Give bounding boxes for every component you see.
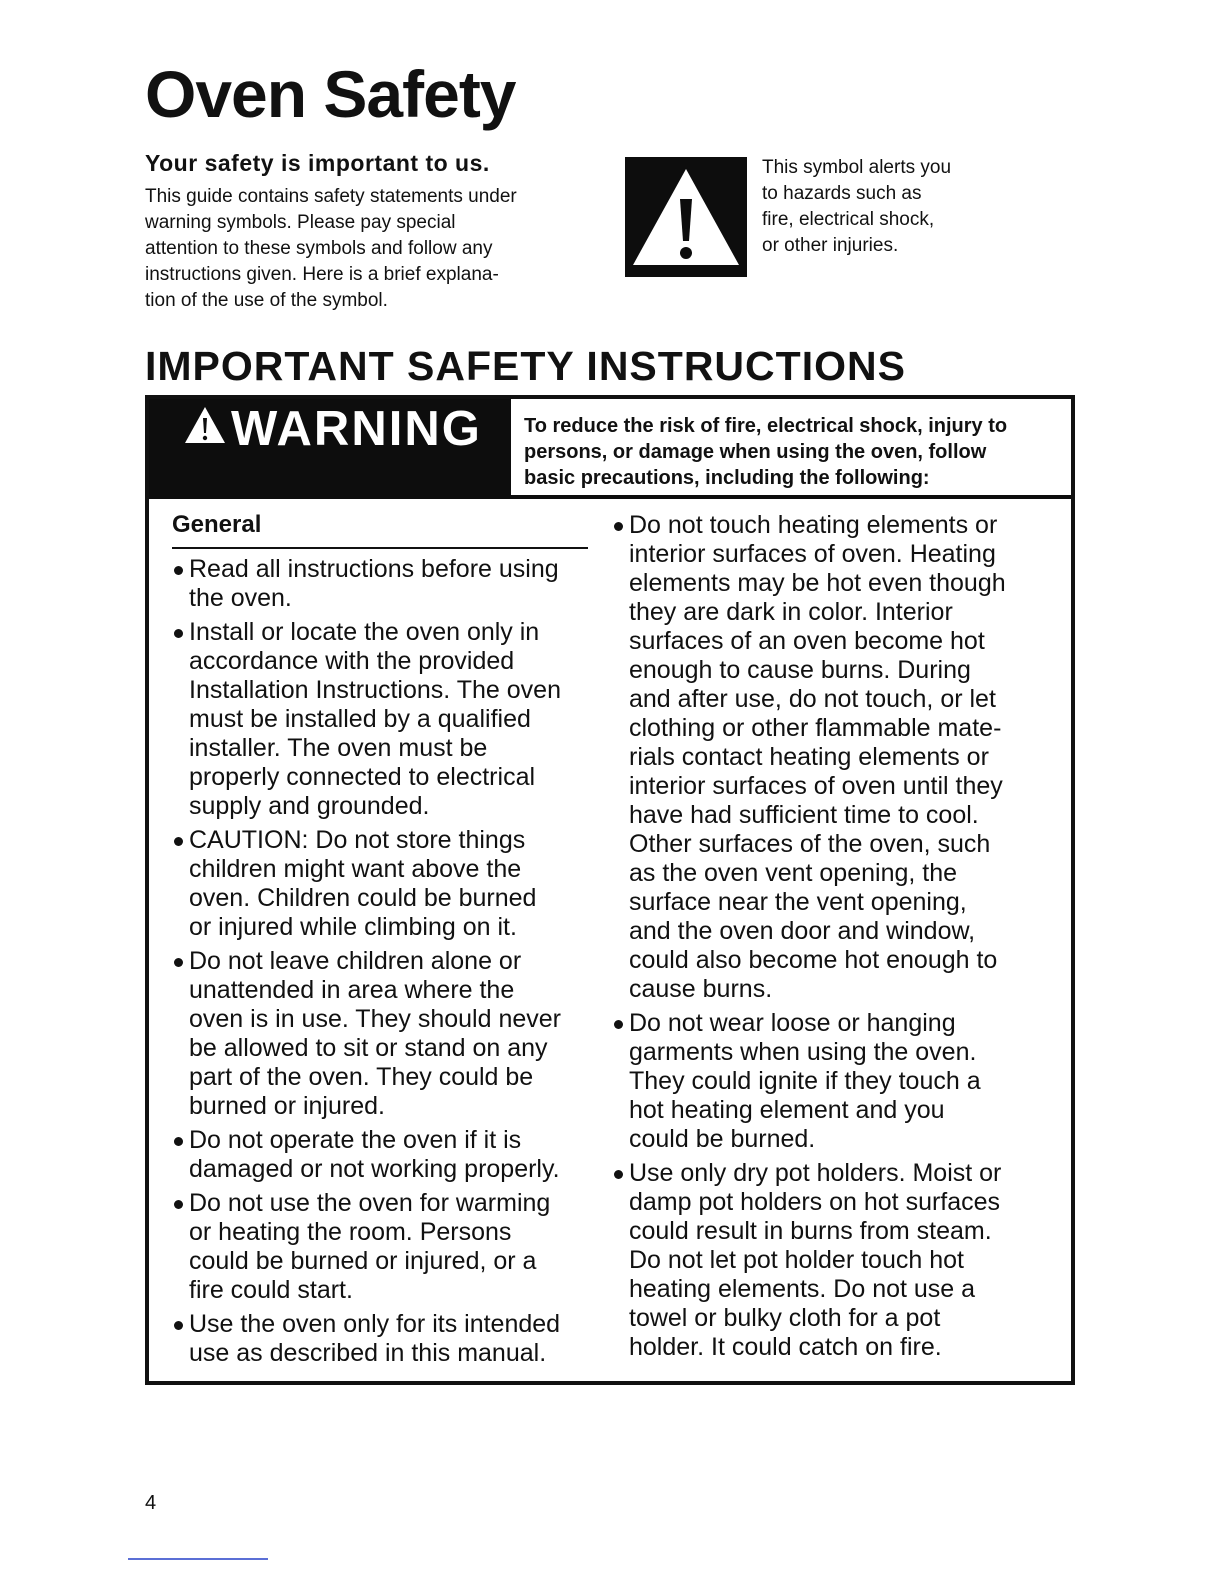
intro-line: attention to these symbols and follow any <box>145 238 493 259</box>
bullet-line: holder. It could catch on fire. <box>629 1333 942 1361</box>
bullet-line: rials contact heating elements or <box>629 743 989 771</box>
safety-bullet-item <box>172 618 592 821</box>
intro-line: instructions given. Here is a brief explana- <box>145 264 499 285</box>
left-bullet-list <box>172 555 592 1368</box>
page-number: 4 <box>145 1492 157 1514</box>
bullet-line: as the oven vent opening, the <box>629 859 958 887</box>
bullet-line: Do not use the oven for warming <box>189 1189 551 1217</box>
warning-label <box>183 401 482 457</box>
warning-box <box>145 395 1075 1385</box>
bullet-line: part of the oven. They could be <box>189 1063 534 1091</box>
bullet-line: They could ignite if they touch a <box>629 1067 981 1095</box>
bullet-dot-icon <box>174 1321 183 1330</box>
bullet-line: CAUTION: Do not store things <box>189 826 526 854</box>
bullet-line: Do not touch heating elements or <box>629 511 998 539</box>
safety-bullet-item <box>172 826 592 942</box>
bullet-line: Read all instructions before using <box>189 555 559 583</box>
safety-bullet-item <box>172 1126 592 1184</box>
warning-text-line: persons, or damage when using the oven, follow <box>524 441 987 463</box>
safety-subheading: Your safety is important to us. <box>145 150 490 176</box>
warning-label-text: WARNING <box>231 402 482 456</box>
bullet-line: interior surfaces of oven until they <box>629 772 1003 800</box>
intro-paragraph <box>145 184 595 314</box>
symbol-text-line: to hazards such as <box>762 183 922 204</box>
symbol-text-line: fire, electrical shock, <box>762 209 935 230</box>
bullet-line: garments when using the oven. <box>629 1038 977 1066</box>
bullet-line: Other surfaces of the oven, such <box>629 830 991 858</box>
intro-line: This guide contains safety statements under <box>145 186 517 207</box>
general-heading: General <box>172 511 588 549</box>
bullet-dot-icon <box>174 629 183 638</box>
bullet-line: elements may be hot even though <box>629 569 1006 597</box>
bullet-line: properly connected to electrical <box>189 763 536 791</box>
bullet-line: Do not wear loose or hanging <box>629 1009 956 1037</box>
bullet-line: interior surfaces of oven. Heating <box>629 540 996 568</box>
bullet-line: cause burns. <box>629 975 773 1003</box>
bullet-line: towel or bulky cloth for a pot <box>629 1304 941 1332</box>
bullet-line: they are dark in color. Interior <box>629 598 953 626</box>
bullet-line: or heating the room. Persons <box>189 1218 512 1246</box>
bullet-line: children might want above the <box>189 855 522 883</box>
bullet-line: could result in burns from steam. <box>629 1217 992 1245</box>
bullet-line: fire could start. <box>189 1276 353 1304</box>
symbol-text-line: This symbol alerts you <box>762 157 952 178</box>
bullet-line: accordance with the provided <box>189 647 515 675</box>
bullet-line: and after use, do not touch, or let <box>629 685 996 713</box>
safety-bullet-item <box>172 555 592 613</box>
bullet-dot-icon <box>614 1020 623 1029</box>
intro-line: warning symbols. Please pay special <box>145 212 456 233</box>
bullet-line: use as described in this manual. <box>189 1339 547 1367</box>
left-column <box>172 511 592 1373</box>
bullet-line: installer. The oven must be <box>189 734 488 762</box>
bullet-line: or injured while climbing on it. <box>189 913 517 941</box>
bullet-line: supply and grounded. <box>189 792 430 820</box>
bullet-line: Do not leave children alone or <box>189 947 522 975</box>
bullet-line: be allowed to sit or stand on any <box>189 1034 548 1062</box>
bullet-line: burned or injured. <box>189 1092 385 1120</box>
bullet-line: damp pot holders on hot surfaces <box>629 1188 1001 1216</box>
bullet-dot-icon <box>174 958 183 967</box>
bullet-line: Do not let pot holder touch hot <box>629 1246 964 1274</box>
bullet-line: hot heating element and you <box>629 1096 945 1124</box>
bullet-dot-icon <box>174 1200 183 1209</box>
bullet-line: Install or locate the oven only in <box>189 618 540 646</box>
bullet-line: could also become hot enough to <box>629 946 998 974</box>
bullet-line: surface near the vent opening, <box>629 888 967 916</box>
bullet-line: and the oven door and window, <box>629 917 976 945</box>
bullet-line: must be installed by a qualified <box>189 705 531 733</box>
bullet-line: have had sufficient time to cool. <box>629 801 979 829</box>
warning-text <box>524 413 1007 491</box>
bullet-line: unattended in area where the <box>189 976 515 1004</box>
bullet-dot-icon <box>614 522 623 531</box>
bullet-dot-icon <box>614 1170 623 1179</box>
bullet-line: damaged or not working properly. <box>189 1155 560 1183</box>
bullet-dot-icon <box>174 566 183 575</box>
right-bullet-list <box>612 511 1062 1362</box>
safety-bullet-item <box>612 1159 1062 1362</box>
bullet-dot-icon <box>174 837 183 846</box>
bullet-line: Use the oven only for its intended <box>189 1310 561 1338</box>
bullet-line: Use only dry pot holders. Moist or <box>629 1159 1002 1187</box>
bullet-line: could be burned or injured, or a <box>189 1247 537 1275</box>
section-heading: IMPORTANT SAFETY INSTRUCTIONS <box>145 343 906 389</box>
banner-rule <box>505 495 1071 499</box>
bullet-line: could be burned. <box>629 1125 816 1153</box>
symbol-text-line: or other injuries. <box>762 235 899 256</box>
bullet-line: the oven. <box>189 584 292 612</box>
bullet-line: surfaces of an oven become hot <box>629 627 985 655</box>
bullet-dot-icon <box>174 1137 183 1146</box>
page-title: Oven Safety <box>145 57 516 131</box>
warning-text-line: To reduce the risk of fire, electrical shock, injury to <box>524 415 1008 437</box>
safety-bullet-item <box>172 1189 592 1305</box>
warning-banner <box>149 399 505 499</box>
bullet-line: Installation Instructions. The oven <box>189 676 561 704</box>
bullet-line: Do not operate the oven if it is <box>189 1126 522 1154</box>
safety-bullet-item <box>612 511 1062 1004</box>
bullet-line: heating elements. Do not use a <box>629 1275 976 1303</box>
warning-divider <box>505 399 511 499</box>
safety-bullet-item <box>172 947 592 1121</box>
warning-triangle-icon <box>625 157 747 277</box>
intro-line: tion of the use of the symbol. <box>145 290 388 311</box>
symbol-explanation <box>762 155 951 259</box>
safety-bullet-item <box>612 1009 1062 1154</box>
bullet-line: oven. Children could be burned <box>189 884 537 912</box>
warning-triangle-icon <box>183 401 231 457</box>
right-column <box>612 511 1062 1367</box>
warning-text-line: basic precautions, including the following: <box>524 467 930 489</box>
bullet-line: oven is in use. They should never <box>189 1005 561 1033</box>
bullet-line: enough to cause burns. During <box>629 656 971 684</box>
bullet-line: clothing or other flammable mate- <box>629 714 1002 742</box>
footer-rule <box>128 1558 268 1560</box>
safety-bullet-item <box>172 1310 592 1368</box>
